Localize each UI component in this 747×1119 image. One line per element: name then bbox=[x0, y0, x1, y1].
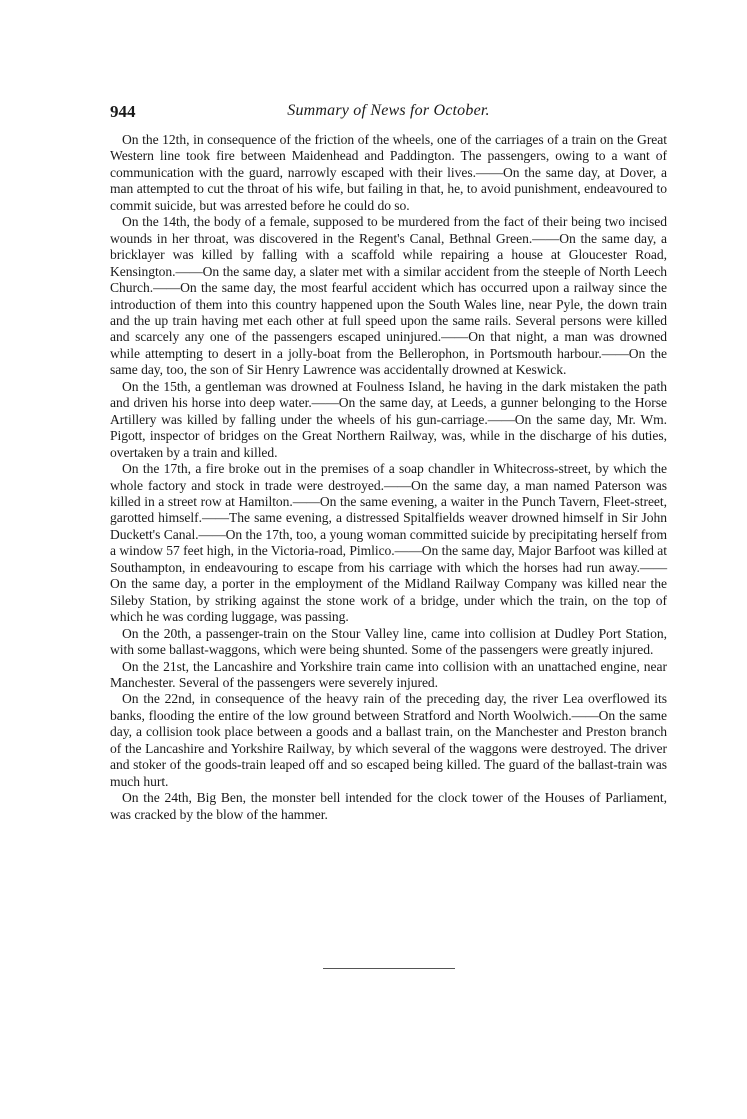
paragraph-24th: On the 24th, Big Ben, the monster bell intended for the clock tower of the Houses of Parliament, was cracked by the blow of the hammer. bbox=[110, 790, 667, 822]
end-rule-divider bbox=[323, 968, 455, 969]
paragraph-12th: On the 12th, in consequence of the friction of the wheels, one of the carriages of a train on the Great Western line took fire between Maidenhead and Paddington. The passengers, owing to a want of communication with the guard, narrowly escaped with their lives.——On the same day, at Dover, a man attempted to cut the throat of his wife, but failing in that, he, to avoid punishment, endeavoured to commit suicide, but was arrested before he could do so. bbox=[110, 132, 667, 213]
page-number: 944 bbox=[110, 102, 136, 121]
document-page bbox=[110, 102, 667, 823]
paragraph-14th: On the 14th, the body of a female, supposed to be murdered from the fact of their being two incised wounds in her throat, was discovered in the Regent's Canal, Bethnal Green.——On the same day, a bricklayer was killed by falling with a scaffold while repairing a house at Gloucester Road, Kensington.——On the same day, a slater met with a similar accident from the steeple of North Leech Church.——On the same day, the most fearful accident which has occurred upon a railway since the introduction of them into this country happened upon the South Wales line, near Pyle, the down train and the up train having met each other at full speed upon the same rails. Several persons were killed and scarcely any one of the passengers escaped uninjured.——On that night, a man was drowned while attempting to desert in a jolly-boat from the Bellerophon, in Portsmouth harbour.——On the same day, too, the son of Sir Henry Lawrence was accidentally drowned at Keswick. bbox=[110, 214, 667, 378]
paragraph-20th: On the 20th, a passenger-train on the Stour Valley line, came into collision at Dudley Port Station, with some ballast-waggons, which were being shunted. Some of the passengers were greatly injured. bbox=[110, 625, 667, 658]
paragraph-21st: On the 21st, the Lancashire and Yorkshire train came into collision with an unattached engine, near Manchester. Several of the passengers were severely injured. bbox=[110, 658, 667, 690]
page-header bbox=[110, 102, 667, 124]
paragraph-15th: On the 15th, a gentleman was drowned at Foulness Island, he having in the dark mistaken the path and driven his horse into deep water.——On the same day, at Leeds, a gunner belonging to the Horse Artillery was killed by falling under the wheels of his gun-carriage.——On the same day, Mr. Wm. Pigott, inspector of bridges on the Great Northern Railway, was, while in the discharge of his duties, overtaken by a train and killed. bbox=[110, 378, 667, 460]
paragraph-17th: On the 17th, a fire broke out in the premises of a soap chandler in Whitecross-street, by which the whole factory and stock in trade were destroyed.——On the same day, a man named Paterson was killed in a street row at Hamilton.——On the same evening, a waiter in the Punch Tavern, Fleet-street, garotted himself.——The same evening, a distressed Spitalfields weaver drowned himself in Sir John Duckett's Canal.——On the 17th, too, a young woman committed suicide by precipitating herself from a window 57 feet high, in the Victoria-road, Pimlico.——On the same day, Major Barfoot was killed at Southampton, in endeavouring to escape from his carriage with which the horses had run away.——On the same day, a porter in the employment of the Midland Railway Company was killed near the Sileby Station, by striking against the stone work of a bridge, under which the train, on the top of which he was cording luggage, was passing. bbox=[110, 461, 667, 625]
article-body bbox=[110, 132, 667, 823]
paragraph-22nd: On the 22nd, in consequence of the heavy rain of the preceding day, the river Lea overflowed its banks, flooding the entire of the low ground between Stratford and North Woolwich.——On the same day, a collision took place between a goods and a ballast train, on the Manchester and Preston branch of the Lancashire and Yorkshire Railway, by which several of the waggons were destroyed. The driver and stoker of the goods-train leaped off and so escaped being killed. The guard of the ballast-train was much hurt. bbox=[110, 691, 667, 789]
running-title: Summary of News for October. bbox=[287, 102, 490, 119]
